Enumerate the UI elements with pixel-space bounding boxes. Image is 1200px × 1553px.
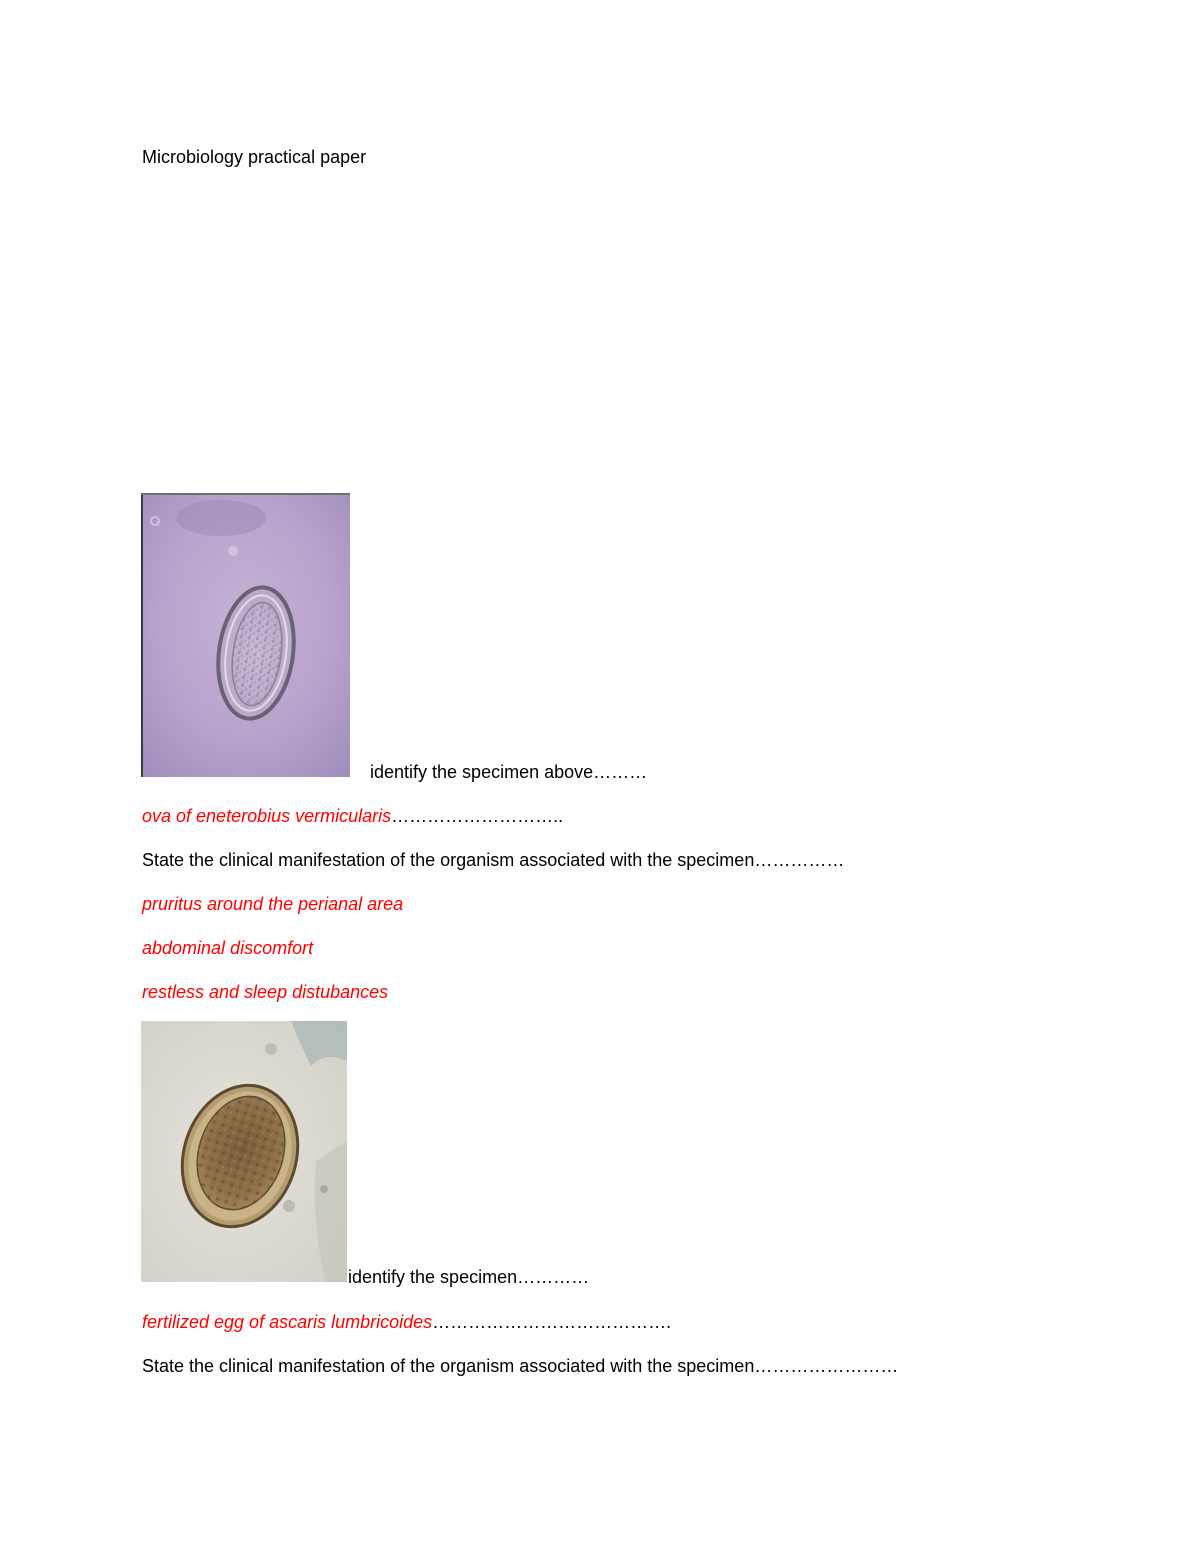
q2-answer-text: fertilized egg of ascaris lumbricoides [142, 1312, 433, 1332]
q1-manifestation-2: abdominal discomfort [142, 938, 314, 958]
q1-manifestation-question: State the clinical manifestation of the organism associated with the specimen…………… [142, 850, 845, 870]
q1-manifestation-1: pruritus around the perianal area [142, 894, 404, 914]
specimen-image-2 [141, 1021, 347, 1282]
q1-answer-text: ova of eneterobius vermicularis [142, 806, 392, 826]
q2-prompt: identify the specimen………… [348, 1267, 590, 1287]
q1-answer-dots: ……………………….. [391, 806, 564, 826]
q1-prompt: identify the specimen above……… [370, 762, 648, 782]
q1-manifestation-3: restless and sleep distubances [142, 982, 389, 1002]
specimen-image-1 [141, 493, 350, 777]
q2-answer-dots: …………………………………. [432, 1312, 672, 1332]
q1-answer [142, 805, 563, 827]
q2-manifestation-question: State the clinical manifestation of the organism associated with the specimen…………………… [142, 1356, 899, 1376]
document-title: Microbiology practical paper [142, 147, 367, 167]
q2-answer [142, 1311, 671, 1333]
